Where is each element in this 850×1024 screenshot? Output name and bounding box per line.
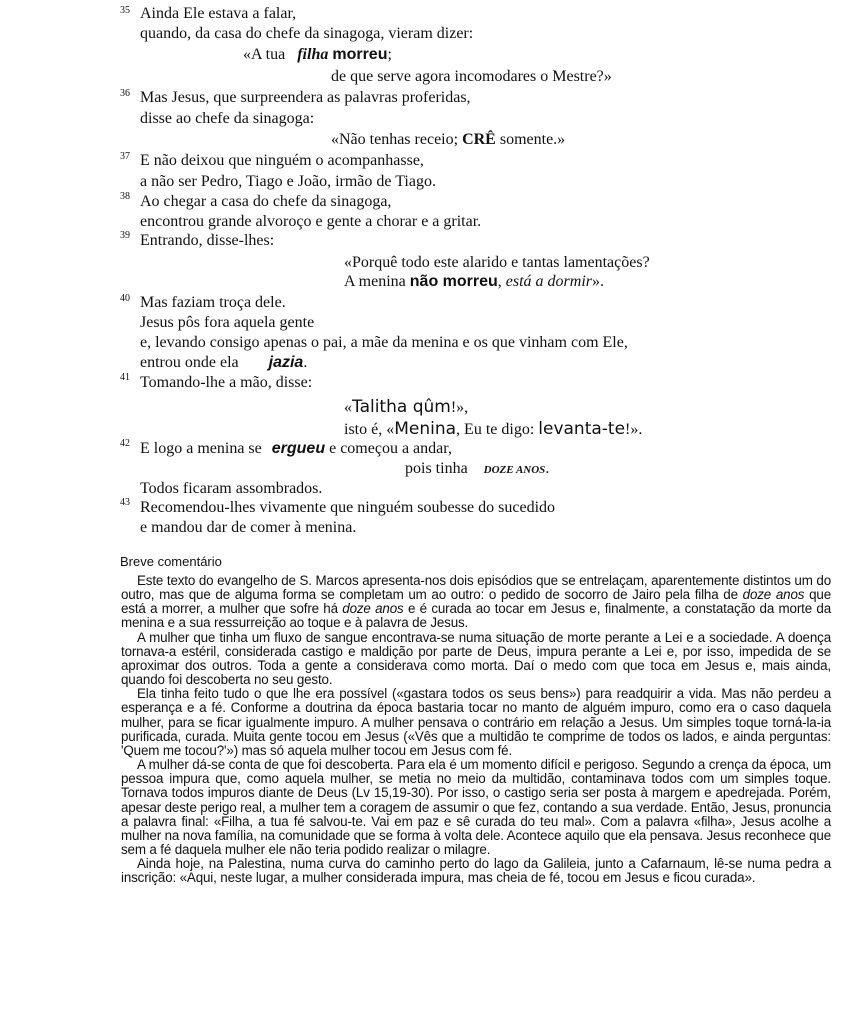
commentary-paragraph: Ela tinha feito tudo o que lhe era possível («gastara todos os seus bens») para readquirir a vida. Mas não perdeu a esperança e a fé. Conforme a doutrina da época bastaria tocar no manto de alguém impuro, como era o caso daquela mulher, para se ficar igualmente impuro. A mulher pensava o contrário em relação a Jesus. Um simples toque torná-la-ia purificada, curada. Muita gente tocou em Jesus («Vês que a multidão te comprime de todos os lados, e ainda perguntas: 'Quem me tocou?'») mas só aquela mulher tocou em Jesus com fé. — [121, 686, 831, 758]
text-span: . — [545, 460, 550, 477]
text-span: «Não tenhas receio; — [331, 131, 463, 148]
verse-line — [344, 419, 642, 440]
text-span: Este texto do evangelho de S. Marcos apresenta-nos dois episódios que se entrelaçam, aparentemente distintos um do outro, mas que de alguma forma se completam um ao outro: o pedido de socorro de Jairo pela filha de — [121, 573, 831, 603]
text-span: , — [497, 273, 506, 290]
text-span: E logo a menina se — [140, 440, 262, 457]
verse-number: 43 — [120, 497, 130, 508]
text-span: A menina — [344, 273, 410, 290]
emphasis-text: DOZE ANOS — [483, 464, 546, 476]
text-span: . — [303, 354, 308, 371]
emphasis-text: morreu — [332, 46, 388, 63]
text-span: ». — [592, 273, 605, 290]
emphasis-text: ergueu — [271, 440, 326, 457]
verse-line: quando, da casa do chefe da sinagoga, vieram dizer: — [140, 25, 474, 42]
verse-number: 37 — [120, 151, 130, 162]
emphasis-text: não morreu — [409, 273, 498, 290]
commentary-paragraph: A mulher dá-se conta de que foi descoberta. Para ela é um momento difícil e perigoso. Segundo a crença da época, um pessoa impura que, como aquela mulher, se metia no meio da multidão, contaminava todos com um simples toque. Tornava todos impuros diante de Deus (Lv 15,19-30). Por isso, o castigo seria ser posta à margem e apedrejada. Porém, apesar deste perigo real, a mulher tem a coragem de assumir o que fez, contando a sua verdade. Então, Jesus, pronuncia a palavra final: «Filha, a tua fé salvou-te. Vai em paz e sê curada do teu mal». Com a palavra «filha», Jesus acolhe a mulher na nova família, na comunidade que se forma à volta dele. Acontece aquilo que ela pensava. Jesus reconhece que sem a fé daquela mulher ele não teria podido realizar o milagre. — [121, 757, 831, 857]
verse-line — [331, 130, 565, 150]
verse-number: 39 — [120, 230, 130, 241]
verse-line: Entrando, disse-lhes: — [140, 232, 275, 249]
verse-number: 35 — [120, 5, 130, 16]
text-span: entrou onde ela — [140, 354, 239, 371]
text-span: somente.» — [495, 131, 566, 148]
verse-line — [140, 353, 307, 373]
commentary-paragraph — [121, 574, 831, 631]
verse-line: Recomendou-lhes vivamente que ninguém soubesse do sucedido — [140, 499, 556, 516]
verse-line: Ao chegar a casa do chefe da sinagoga, — [140, 193, 392, 210]
text-span: ; — [387, 46, 392, 63]
verse-line: Mas faziam troça dele. — [140, 294, 286, 311]
text-span: que está a morrer, a mulher que sofre há — [121, 587, 831, 617]
verse-number: 38 — [120, 191, 130, 202]
emphasis-text: levanta-te — [538, 419, 626, 439]
emphasis-text: CRÊ — [462, 131, 496, 148]
commentary-body — [121, 574, 831, 885]
verse-line: de que serve agora incomodares o Mestre?» — [331, 68, 612, 85]
commentary-paragraph: Ainda hoje, na Palestina, numa curva do caminho perto do lago da Galileia, junto a Cafarnaum, lê-se numa pedra a inscrição: «Aqui, neste lugar, a mulher considerada impura, mas cheia de fé, tocou em Jesus e ficou curada». — [121, 856, 831, 886]
section-heading: Breve comentário — [120, 554, 222, 569]
verse-line: e mandou dar de comer à menina. — [140, 519, 357, 536]
verse-line: Todos ficaram assombrados. — [140, 480, 323, 497]
verse-line: Ainda Ele estava a falar, — [140, 5, 297, 22]
emphasis-text: está a dormir — [505, 273, 593, 290]
emphasis-text: filha — [297, 46, 329, 63]
verse-line — [243, 45, 392, 65]
text-span: « — [344, 399, 352, 416]
verse-line: e, levando consigo apenas o pai, a mãe da menina e os que vinham com Ele, — [140, 334, 628, 351]
verse-number: 42 — [120, 438, 130, 449]
commentary-paragraph: A mulher que tinha um fluxo de sangue encontrava-se numa situação de morte perante a Lei e a sociedade. A doença tornava-a estéril, considerada castigo e maldição por parte de Deus, impura perante a Lei e, por isso, impedida de se aproximar dos outros. Toda a gente a considerava como morta. Daí o medo com que toca em Jesus e, mais ainda, quando foi descoberta no seu gesto. — [121, 629, 831, 688]
emphasis-text: doze anos — [342, 601, 404, 617]
verse-line — [344, 272, 604, 292]
emphasis-text: Talitha qûm — [352, 397, 451, 417]
text-span: , Eu te digo: — [456, 421, 539, 438]
verse-line — [140, 439, 452, 459]
text-span: pois tinha — [405, 460, 468, 477]
verse-line: E não deixou que ninguém o acompanhasse, — [140, 152, 424, 169]
verse-number: 36 — [120, 88, 130, 99]
emphasis-text: doze anos — [742, 587, 805, 603]
emphasis-text: Menina — [394, 419, 457, 439]
text-span: !». — [625, 421, 643, 438]
verse-number: 40 — [120, 293, 130, 304]
verse-line — [344, 397, 468, 418]
emphasis-text: jazia — [268, 354, 304, 371]
text-span: e é curada ao tocar em Jesus e, finalmente, a constatação da morte da menina e a sua ressurreição ao toque e à palavra de Jesus. — [121, 601, 831, 631]
verse-line: encontrou grande alvoroço e gente a chorar e a gritar. — [140, 213, 482, 230]
verse-line: a não ser Pedro, Tiago e João, irmão de Tiago. — [140, 173, 436, 190]
text-span: e começou a andar, — [325, 440, 452, 457]
verse-number: 41 — [120, 372, 130, 383]
verse-line: Tomando-lhe a mão, disse: — [140, 374, 313, 391]
verse-line: «Porquê todo este alarido e tantas lamentações? — [344, 254, 650, 271]
verse-line: Mas Jesus, que surpreendera as palavras proferidas, — [140, 89, 471, 106]
text-span: «A tua — [243, 46, 290, 63]
text-span: isto é, « — [344, 421, 395, 438]
text-span: !», — [450, 399, 469, 416]
verse-line: Jesus pôs fora aquela gente — [140, 314, 315, 331]
verse-line — [405, 459, 549, 480]
verse-line: disse ao chefe da sinagoga: — [140, 110, 315, 127]
